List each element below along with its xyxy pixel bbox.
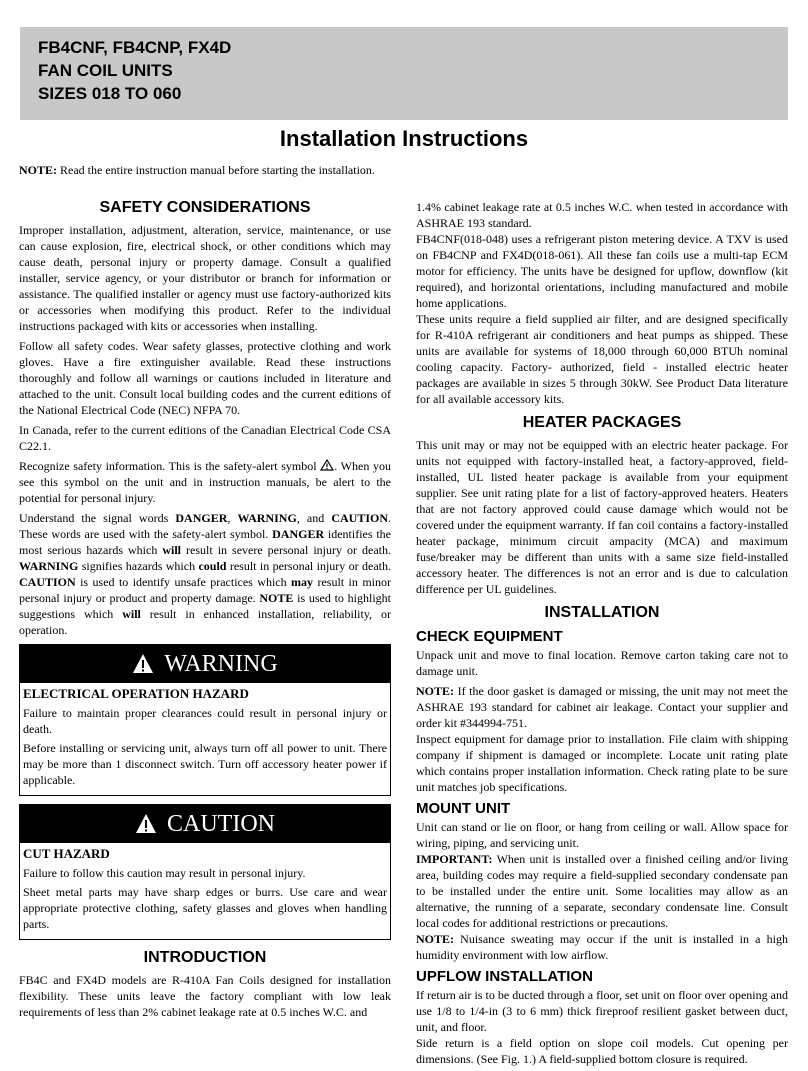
mount-unit-paragraph: Unit can stand or lie on floor, or hang from ceiling or wall. Allow space for wiring, piping, and servicing unit. [416,820,788,850]
check-equipment-paragraph-1: Unpack unit and move to final location. Remove carton taking care not to damage unit. [416,648,788,678]
introduction-paragraph-2: FB4CNF(018-048) uses a refrigerant piston metering device. A TXV is used on FB4CNP and FX4D(018-061). All these fan coils use a multi-tap ECM motor for efficiency. The units have be designed for upflow, downflow (kit required), and horizontal orientations, including manufactured and mobile home applications. [416,232,788,310]
header-band [20,27,788,120]
caution-box [19,804,391,940]
check-equipment-heading: CHECK EQUIPMENT [416,628,563,645]
caution-paragraph-2: Sheet metal parts may have sharp edges or burrs. Use care and wear appropriate protective clothing, safety glasses and gloves when handling parts. [23,885,387,931]
safety-paragraph-5: Understand the signal words DANGER, WARNING, and CAUTION. These words are used with the safety-alert symbol. DANGER identifies the most serious hazards which will result in severe personal injury or death. WARNING signifies hazards which could result in personal injury or death. CAUTION is used to identify unsafe practices which may result in minor personal injury or product and property damage. NOTE is used to highlight suggestions which will result in enhanced installation, reliability, or operation. [19,511,392,637]
safety-paragraph-2: Follow all safety codes. Wear safety glasses, protective clothing and work gloves. Have a fire extinguisher available. Read these instructions thoroughly and follow all warnings or cautions included in literature and attached to the unit. Consult local building codes and the current editions of the National Electrical Code (NEC) NFPA 70. [19,339,391,417]
warning-box [19,644,391,796]
product-line: FAN COIL UNITS [38,61,173,80]
upflow-installation-heading: UPFLOW INSTALLATION [416,968,593,985]
introduction-paragraph-1: FB4C and FX4D models are R-410A Fan Coils designed for installation flexibility. These units leave the factory compliant with low leak requirements of less than 2% cabinet leakage rate at 0.5 inches W.C. and [19,973,391,1019]
safety-heading: SAFETY CONSIDERATIONS [99,199,311,216]
check-equipment-note: NOTE: If the door gasket is damaged or missing, the unit may not meet the ASHRAE 193 standard for cabinet air leakage. Contact your supplier and order kit #344994-751. [416,684,788,730]
caution-banner [20,805,390,843]
upflow-paragraph-1: If return air is to be ducted through a floor, set unit on floor over opening and use 1/8 to 1/4-in (3 to 6 mm) thick fireproof resilient gasket between duct, unit, and floor. [416,988,788,1034]
safety-paragraph-1: Improper installation, adjustment, alteration, service, maintenance, or use can cause explosion, fire, electrical shock, or other conditions which may cause death, personal injury or property damage. Consult a qualified installer, service agency, or your distributor or branch for information or assistance. The qualified installer or agency must use factory-authorized kits or accessories when modifying this product. Refer to the individual instructions packaged with kits or accessories when installing. [19,223,391,333]
mount-unit-note: NOTE: Nuisance sweating may occur if the unit is installed in a high humidity environment with low airflow. [416,932,788,962]
sizes-line: SIZES 018 TO 060 [38,84,182,103]
installation-heading: INSTALLATION [544,604,660,621]
model-line: FB4CNF, FB4CNP, FX4D [38,38,232,57]
mount-unit-important: IMPORTANT: When unit is installed over a finished ceiling and/or living area, building codes may require a field-supplied secondary condensate pan to be installed under the entire unit. Some localities may allow as an alternative, the running of a separate, secondary condensate line. Consult local codes for additional restrictions or precautions. [416,852,788,930]
warning-hazard-title: ELECTRICAL OPERATION HAZARD [23,686,249,701]
warning-label: WARNING [164,651,278,677]
check-equipment-paragraph-2: Inspect equipment for damage prior to installation. File claim with shipping company if shipment is damaged or incomplete. Locate unit rating plate which contains proper installation information. Check rating plate to be sure unit matches job specifications. [416,732,788,794]
warning-icon [132,653,154,675]
caution-icon [135,813,157,835]
caution-label: CAUTION [167,811,275,837]
safety-alert-icon [320,459,334,471]
note-label: NOTE: [19,163,58,177]
top-note [19,163,375,178]
safety-paragraph-3: In Canada, refer to the current editions of the Canadian Electrical Code CSA C22.1. [19,423,391,453]
heater-packages-heading: HEATER PACKAGES [522,414,682,431]
safety-p4-end: . When you see this symbol on the unit and in instruction manuals, be alert to the potential for personal injury. [19,459,391,505]
introduction-paragraph-1-continued: 1.4% cabinet leakage rate at 0.5 inches W.C. when tested in accordance with ASHRAE 193 standard. [416,200,788,230]
document-title: Installation Instructions [279,126,529,151]
upflow-paragraph-2: Side return is a field option on slope coil models. Cut opening per dimensions. (See Fig. 1.) A field-supplied bottom closure is required. [416,1036,788,1066]
heater-paragraph: This unit may or may not be equipped with an electric heater package. For units not equipped with factory-installed heat, a factory-approved, field-installed, UL listed heater package is available from your equipment supplier. See unit rating plate for a list of factory-approved heaters. Heaters that are not factory approved could cause damage which would not be covered under the equipment warranty. If fan coil contains a factory-installed heater package, minimum circuit ampacity (MCA) and maximum fuse/breaker may be different than units with a same size field-installed accessory heater. The differences is not an error and is due to calculation difference per UL guidelines. [416,438,788,596]
safety-paragraph-4 [19,458,391,506]
introduction-heading: INTRODUCTION [143,949,267,966]
note-text: Read the entire instruction manual before starting the installation. [57,163,375,177]
right-column [416,199,788,1071]
caution-hazard-title: CUT HAZARD [23,846,110,861]
caution-paragraph-1: Failure to follow this caution may result in personal injury. [23,866,306,880]
mount-unit-heading: MOUNT UNIT [416,800,511,817]
safety-p4-start: Recognize safety information. This is the safety-alert symbol [19,459,321,473]
introduction-paragraph-3: These units require a field supplied air filter, and are designed specifically for R-410A refrigerant air conditioners and heat pumps as shipped. These units are available for systems of 18,000 through 60,000 BTUh nominal cooling capacity. Factory- authorized, field - installed electric heater packages are available in sizes 5 through 30kW. See Product Data literature for all available accessory kits. [416,312,788,406]
left-column [19,192,391,1024]
warning-paragraph-1: Failure to maintain proper clearances could result in personal injury or death. [23,706,387,736]
warning-paragraph-2: Before installing or servicing unit, always turn off all power to unit. There may be more than 1 disconnect switch. Turn off accessory heater power if applicable. [23,741,387,787]
warning-banner [20,645,390,683]
